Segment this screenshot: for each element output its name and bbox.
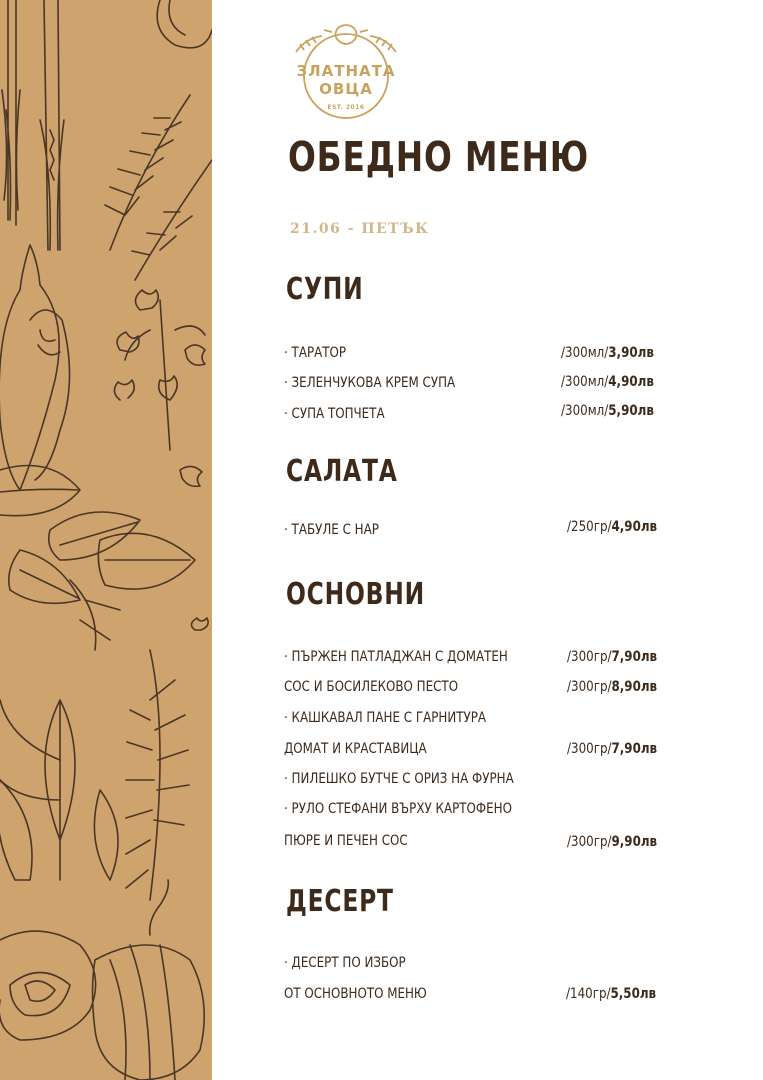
item-portion: /300мл/: [561, 374, 609, 390]
menu-item-name: · ПИЛЕШКО БУТЧЕ С ОРИЗ НА ФУРНА: [284, 771, 514, 787]
menu-item-name: ОТ ОСНОВНОТО МЕНЮ: [284, 986, 427, 1002]
menu-item-price: [567, 519, 657, 535]
menu-item-name: ПЮРЕ И ПЕЧЕН СОС: [284, 833, 408, 849]
botanical-side-panel: [0, 0, 212, 1080]
item-amount: 7,90лв: [611, 649, 658, 665]
menu-item-name: · ТАБУЛЕ С НАР: [284, 522, 379, 538]
menu-title: ОБЕДНО МЕНЮ: [288, 133, 590, 181]
menu-item-name: · КАШКАВАЛ ПАНЕ С ГАРНИТУРА: [284, 710, 487, 726]
menu-item-name: · ДЕСЕРТ ПО ИЗБОР: [284, 955, 406, 971]
item-amount: 3,90лв: [608, 345, 654, 361]
botanical-illustration: [0, 0, 212, 1080]
section-title-mains: ОСНОВНИ: [286, 577, 426, 612]
section-title-salad: САЛАТА: [286, 454, 398, 489]
menu-item-price: [561, 403, 654, 419]
menu-item-price: [567, 741, 657, 757]
logo-established: EST. 2016: [327, 104, 365, 111]
menu-item-price: [566, 986, 656, 1002]
item-amount: 5,90лв: [608, 403, 654, 419]
item-portion: /300гр/: [567, 741, 612, 757]
menu-item-name: · ТАРАТОР: [284, 345, 347, 361]
section-title-soups: СУПИ: [286, 272, 364, 307]
item-portion: /300гр/: [567, 649, 612, 665]
item-amount: 7,90лв: [611, 741, 658, 757]
brand-logo: [286, 22, 406, 120]
menu-date: 21.06 - ПЕТЪК: [290, 221, 430, 237]
item-portion: /300мл/: [561, 345, 609, 361]
menu-item-price: [567, 834, 657, 850]
item-portion: /300мл/: [561, 403, 609, 419]
logo-name-line1: ЗЛАТНАТА: [296, 62, 396, 80]
logo-name-line2: ОВЦА: [319, 80, 373, 98]
menu-item-name: ДОМАТ И КРАСТАВИЦА: [284, 741, 427, 757]
item-portion: /250гр/: [567, 519, 612, 535]
item-amount: 4,90лв: [611, 519, 658, 535]
item-amount: 5,50лв: [610, 986, 657, 1002]
item-portion: /300гр/: [567, 834, 612, 850]
menu-item-price: [561, 345, 654, 361]
item-amount: 8,90лв: [611, 679, 658, 695]
menu-item-name: СОС И БОСИЛЕКОВО ПЕСТО: [284, 679, 459, 695]
menu-item-name: · ЗЕЛЕНЧУКОВА КРЕМ СУПА: [284, 375, 456, 391]
section-title-dessert: ДЕСЕРТ: [286, 884, 394, 919]
item-amount: 9,90лв: [611, 834, 658, 850]
menu-item-price: [567, 679, 657, 695]
menu-item-name: · СУПА ТОПЧЕТА: [284, 406, 385, 422]
item-portion: /300гр/: [567, 679, 612, 695]
menu-item-price: [567, 649, 657, 665]
menu-item-name: · РУЛО СТЕФАНИ ВЪРХУ КАРТОФЕНО: [284, 801, 512, 817]
item-amount: 4,90лв: [608, 374, 654, 390]
menu-item-name: · ПЪРЖЕН ПАТЛАДЖАН С ДОМАТЕН: [284, 649, 508, 665]
item-portion: /140гр/: [566, 986, 611, 1002]
menu-item-price: [561, 374, 654, 390]
